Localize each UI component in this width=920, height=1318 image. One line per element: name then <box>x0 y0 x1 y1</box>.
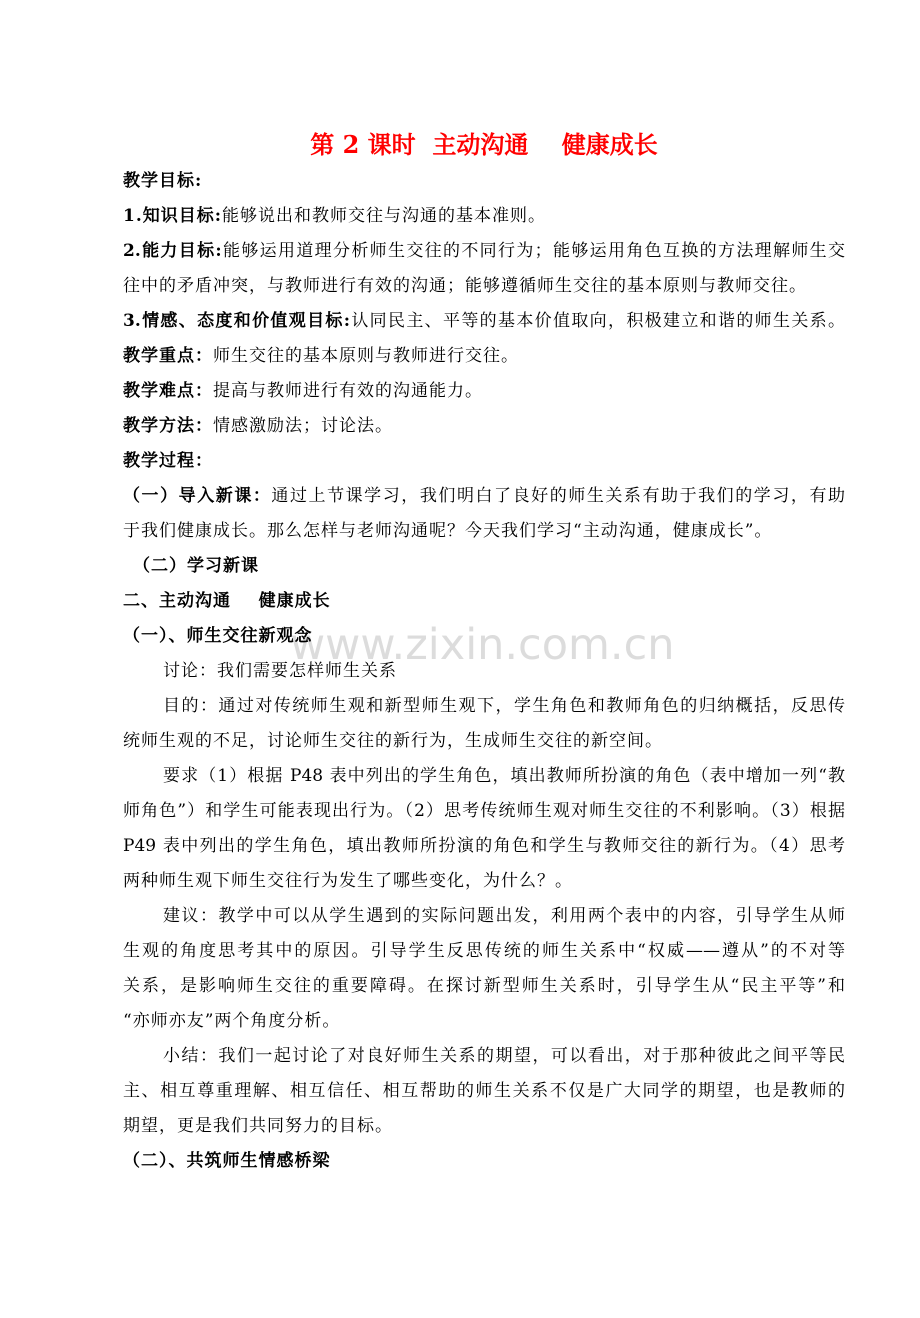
lesson-plan-content <box>123 126 845 1179</box>
requirements-line: 要求（1）根据 P48 表中列出的学生角色，填出教师所扮演的角色（表中增加一列“教 <box>163 766 845 786</box>
suggestion-line: 生观的角度思考其中的原因。引导学生反思传统的师生关系中“权威——遵从”的不对等 <box>123 941 845 961</box>
suggestion-line: 关系，是影响师生交往的重要障碍。在探讨新型师生关系时，引导学生从“民主平等”和 <box>123 976 845 996</box>
intro-text: 通过上节课学习，我们明白了良好的师生关系有助于我们的学习，有助 <box>271 486 845 506</box>
purpose-line: 目的：通过对传统师生观和新型师生观下，学生角色和教师角色的归纳概括，反思传 <box>163 696 845 716</box>
key-point-text: 师生交往的基本原则与教师进行交往。 <box>213 346 519 366</box>
key-point-label: 教学重点： <box>123 346 213 366</box>
key-point <box>123 339 845 374</box>
objective-emotion-label: 3.情感、态度和价值观目标: <box>123 311 351 331</box>
method-text: 情感激励法；讨论法。 <box>213 416 393 436</box>
objective-ability-line: 往中的矛盾冲突，与教师进行有效的沟通；能够遵循师生交往的基本原则与教师交往。 <box>123 276 807 296</box>
watermark: www.zixin.com.cn <box>290 620 675 670</box>
objective-ability-label: 2.能力目标: <box>123 241 222 261</box>
suggestion-line: “亦师亦友”两个角度分析。 <box>123 1011 341 1031</box>
intro <box>123 479 845 514</box>
objective-emotion-text: 认同民主、平等的基本价值取向，积极建立和谐的师生关系。 <box>350 311 845 331</box>
intro-label: （一）导入新课： <box>123 486 272 506</box>
requirements-line: P49 表中列出的学生角色，填出教师所扮演的角色和学生与教师交往的新行为。（4）思考 <box>123 836 845 856</box>
purpose-line: 统师生观的不足，讨论师生交往的新行为，生成师生交往的新空间。 <box>123 731 663 751</box>
objective-knowledge <box>123 199 845 234</box>
subsection-heading-2: （二）、共筑师生情感桥梁 <box>123 1151 331 1171</box>
discussion-line: 讨论：我们需要怎样师生关系 <box>163 661 397 681</box>
summary-line: 期望，更是我们共同努力的目标。 <box>123 1116 393 1136</box>
objective-emotion <box>123 304 845 339</box>
difficulty <box>123 374 845 409</box>
difficulty-text: 提高与教师进行有效的沟通能力。 <box>213 381 483 401</box>
objective-knowledge-text: 能够说出和教师交往与沟通的基本准则。 <box>222 206 547 226</box>
objectives-heading: 教学目标: <box>123 171 203 191</box>
objective-ability <box>123 234 845 269</box>
section-heading: 二、主动沟通 健康成长 <box>123 591 331 611</box>
method <box>123 409 845 444</box>
requirements-line: 两种师生观下师生交往行为发生了哪些变化，为什么？。 <box>123 871 573 891</box>
summary-line: 主、相互尊重理解、相互信任、相互帮助的师生关系不仅是广大同学的期望，也是教师的 <box>123 1081 845 1101</box>
objective-ability-text: 能够运用道理分析师生交往的不同行为；能够运用角色互换的方法理解师生交 <box>221 241 845 261</box>
subsection-heading-1: （一）、师生交往新观念 <box>123 626 313 646</box>
summary-line: 小结：我们一起讨论了对良好师生关系的期望，可以看出，对于那种彼此之间平等民 <box>163 1046 845 1066</box>
intro-line: 于我们健康成长。那么怎样与老师沟通呢？今天我们学习“主动沟通，健康成长”。 <box>123 521 773 541</box>
objective-knowledge-label: 1.知识目标: <box>123 206 223 226</box>
requirements-line: 师角色”）和学生可能表现出行为。（2）思考传统师生观对师生交往的不利影响。（3）根据 <box>123 801 845 821</box>
difficulty-label: 教学难点： <box>123 381 213 401</box>
new-lesson-heading: （二）学习新课 <box>133 556 259 576</box>
method-label: 教学方法： <box>123 416 213 436</box>
page-title: 第 2 课时 主动沟通 健康成长 <box>310 130 658 159</box>
suggestion-line: 建议：教学中可以从学生遇到的实际问题出发，利用两个表中的内容，引导学生从师 <box>163 906 845 926</box>
process-heading: 教学过程： <box>123 451 213 471</box>
